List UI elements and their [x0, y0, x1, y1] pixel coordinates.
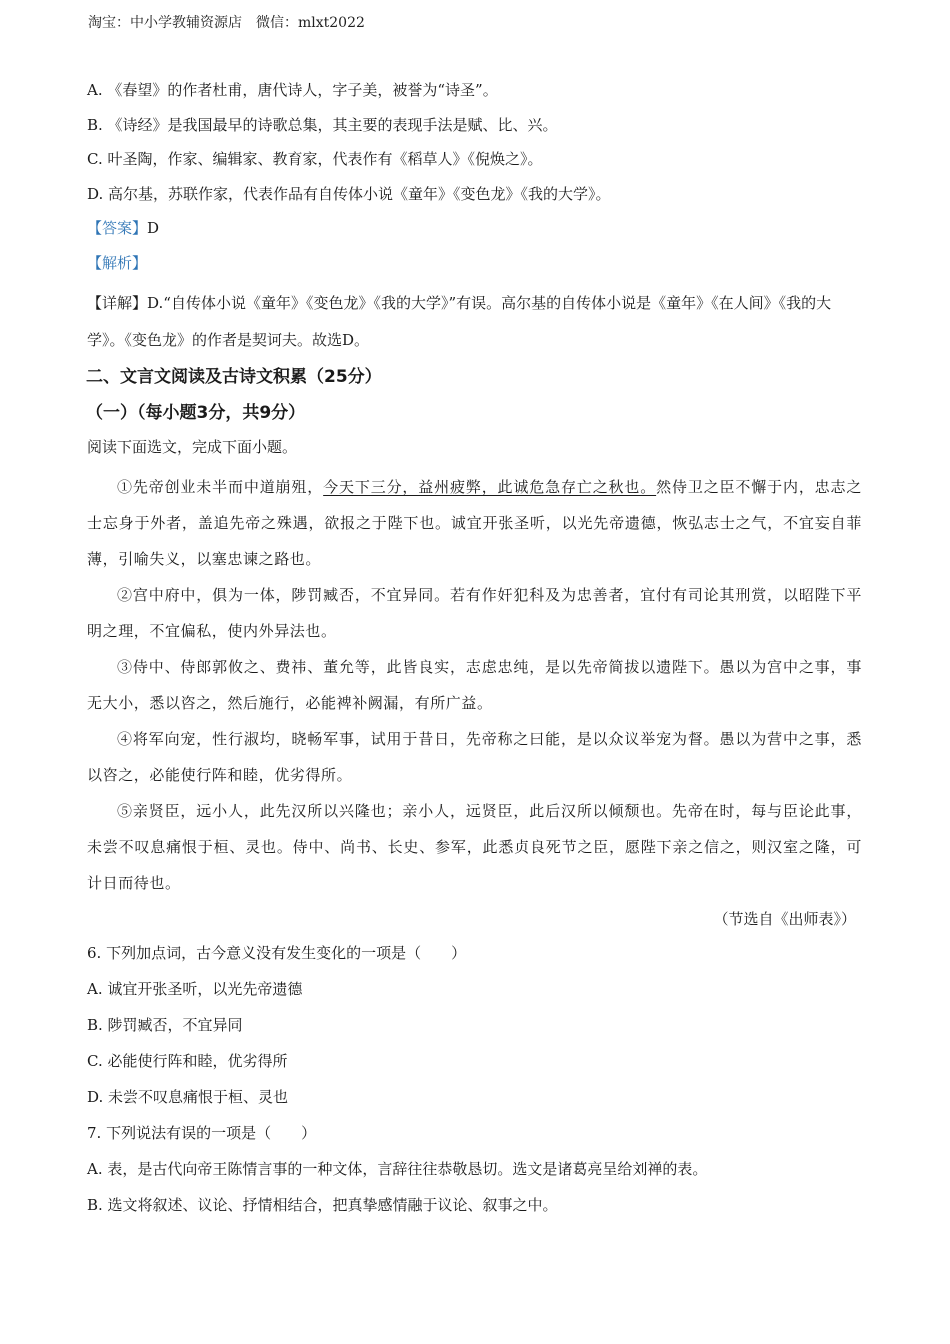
question-6-option-b: B. 陟罚臧否，不宜异同 [87, 1016, 243, 1034]
question-7-stem: 7. 下列说法有误的一项是（ ） [87, 1124, 317, 1142]
section-subtitle: （一）（每小题3分，共9分） [86, 403, 306, 423]
question-6-option-a: A. 诚宜开张圣听，以光先帝遗德 [87, 980, 303, 998]
passage-paragraph-4: ④将军向宠，性行淑均，晓畅军事，试用于昔日，先帝称之曰能，是以众议举宠为督。愚以为营中之事，悉以咨之，必能使行阵和睦，优劣得所。 [87, 730, 862, 784]
question-7-option-b: B. 选文将叙述、议论、抒情相结合，把真挚感情融于议论、叙事之中。 [87, 1196, 558, 1214]
prev-option-a: A. 《春望》的作者杜甫，唐代诗人，字子美，被誉为“诗圣”。 [87, 81, 498, 99]
question-7-option-a: A. 表，是古代向帝王陈情言事的一种文体，言辞往往恭敬恳切。选文是诸葛亮呈给刘禅的表。 [87, 1160, 708, 1178]
analysis-line [87, 251, 862, 286]
prev-option-b: B. 《诗经》是我国最早的诗歌总集，其主要的表现手法是赋、比、兴。 [87, 115, 558, 134]
passage-source: （节选自《出师表》） [713, 910, 856, 928]
passage-paragraph-2: ②宫中府中，俱为一体，陟罚臧否，不宜异同。若有作奸犯科及为忠善者，宜付有司论其刑赏，以昭陛下平明之理，不宜偏私，使内外异法也。 [87, 586, 862, 640]
passage-p1-before: ①先帝创业未半而中道崩殂， [117, 478, 324, 496]
answer-line [87, 216, 862, 251]
passage-paragraph-3: ③侍中、侍郎郭攸之、费祎、董允等，此皆良实，志虑忠纯，是以先帝简拔以遗陛下。愚以为宫中之事，事无大小，悉以咨之，然后施行，必能裨补阙漏，有所广益。 [87, 658, 862, 712]
detail-paragraph [87, 285, 862, 359]
question-6-stem: 6. 下列加点词，古今意义没有发生变化的一项是（ ） [87, 944, 467, 962]
passage-paragraph-5: ⑤亲贤臣，远小人，此先汉所以兴隆也；亲小人，远贤臣，此后汉所以倾颓也。先帝在时，每与臣论此事，未尝不叹息痛恨于桓、灵也。侍中、尚书、长史、参军，此悉贞良死节之臣，愿陛下亲之信之，则汉室之隆，可计日而待也。 [87, 802, 862, 892]
passage-p1-underlined: 今天下三分，益州疲弊，此诚危急存亡之秋也。 [323, 478, 657, 496]
answer-value: D [147, 219, 160, 237]
prev-option-d: D. 高尔基，苏联作家，代表作品有自传体小说《童年》《变色龙》《我的大学》。 [87, 184, 611, 203]
page-content [87, 78, 862, 1229]
reading-instruction: 阅读下面选文，完成下面小题。 [87, 438, 298, 456]
passage-p1-after: 然侍卫之臣不懈于内，忠志之士忘身于外者，盖追先帝之殊遇，欲报之于陛下也。诚宜开张圣听，以光先帝遗德，恢弘志士之气，不宜妄自菲薄，引喻失义，以塞忠谏之路也。 [87, 478, 862, 568]
answer-tag: 【答案】 [87, 219, 148, 237]
classical-passage [87, 469, 862, 901]
passage-paragraph-1 [87, 469, 862, 577]
prev-option-c: C. 叶圣陶，作家、编辑家、教育家，代表作有《稻草人》《倪焕之》。 [87, 150, 543, 168]
detail-tag: 【详解】 [87, 294, 148, 312]
section-title: 二、文言文阅读及古诗文积累（25分） [86, 367, 382, 387]
analysis-tag: 【解析】 [87, 253, 148, 272]
question-6-option-d: D. 未尝不叹息痛恨于桓、灵也 [87, 1088, 289, 1106]
detail-text: D.“自传体小说《童年》《变色龙》《我的大学》”有误。高尔基的自传体小说是《童年》《在人间》《我的大学》。《变色龙》的作者是契诃夫。故选D。 [87, 294, 832, 349]
question-6-option-c: C. 必能使行阵和睦，优劣得所 [87, 1052, 288, 1070]
page-header: 淘宝：中小学教辅资源店 微信：mlxt2022 [88, 15, 365, 31]
